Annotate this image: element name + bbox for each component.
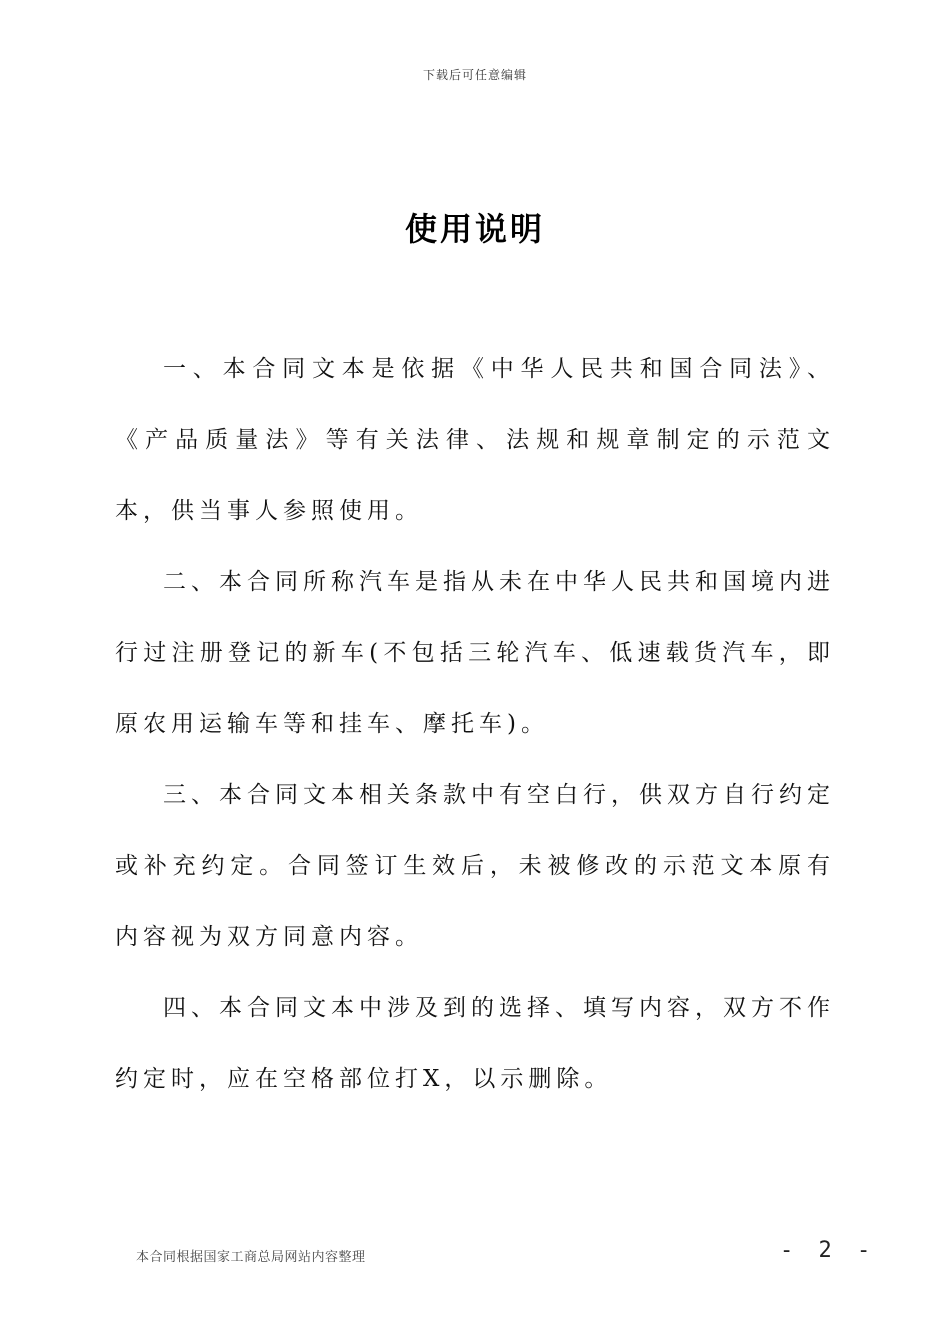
page-number: - 2 - [780,1238,877,1263]
paragraph-4: 四、本合同文本中涉及到的选择、填写内容，双方不作约定时，应在空格部位打X，以示删除。 [115,995,835,1092]
paragraph-3: 三、本合同文本相关条款中有空白行，供双方自行约定或补充约定。合同签订生效后，未被修改的示范文本原有内容视为双方同意内容。 [115,782,835,950]
page-header: 下载后可任意编辑 [422,68,527,82]
instructions-body [115,334,835,1115]
footer-source-note: 本合同根据国家工商总局网站内容整理 [136,1250,366,1265]
paragraph-2: 二、本合同所称汽车是指从未在中华人民共和国境内进行过注册登记的新车(不包括三轮汽车、低速载货汽车，即原农用运输车等和挂车、摩托车)。 [115,569,835,737]
paragraph-1: 一、本合同文本是依据《中华人民共和国合同法》、《产品质量法》等有关法律、法规和规章制定的示范文本，供当事人参照使用。 [115,356,835,524]
page-title: 使用说明 [404,210,545,248]
